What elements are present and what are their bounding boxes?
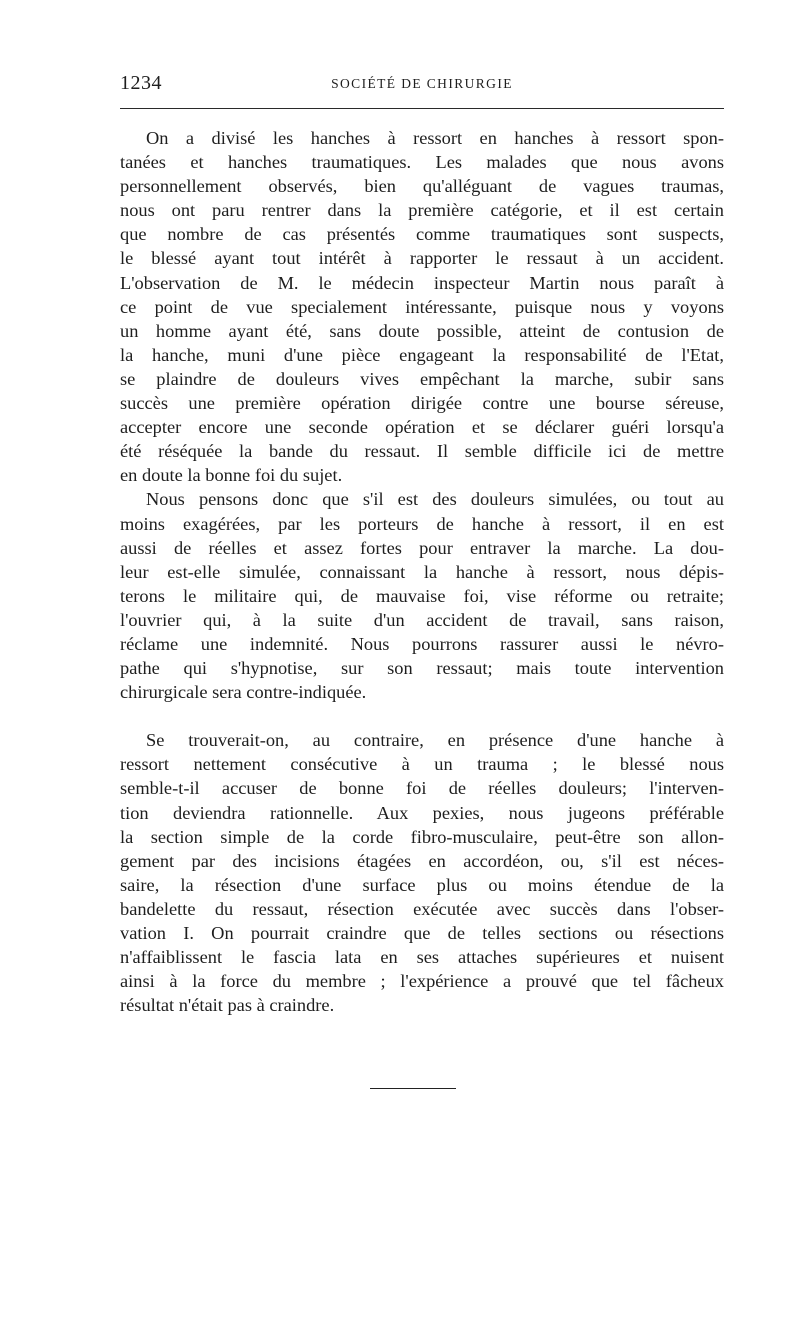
text-line: n'affaiblissent le fascia lata en ses attaches supérieures et nuisent	[120, 947, 724, 968]
text-line: terons le militaire qui, de mauvaise foi, vise réforme ou retraite;	[120, 585, 724, 606]
text-line: été réséquée la bande du ressaut. Il semble difficile ici de mettre	[120, 441, 724, 462]
text-line: que nombre de cas présentés comme traumatiques sont suspects,	[120, 224, 724, 245]
paragraph-spacer	[120, 704, 724, 728]
text-line: la section simple de la corde fibro-musculaire, peut-être son allon-	[120, 826, 724, 847]
text-line: Se trouverait-on, au contraire, en présence d'une hanche à	[146, 730, 724, 751]
page-number: 1234	[120, 72, 162, 94]
text-line: ainsi à la force du membre ; l'expérience a prouvé que tel fâcheux	[120, 971, 724, 992]
text-line: se plaindre de douleurs vives empêchant la marche, subir sans	[120, 368, 724, 389]
text-line: leur est-elle simulée, connaissant la hanche à ressort, nous dépis-	[120, 561, 724, 582]
text-line: Nous pensons donc que s'il est des douleurs simulées, ou tout au	[146, 489, 724, 510]
text-line: L'observation de M. le médecin inspecteur Martin nous paraît à	[120, 272, 724, 293]
text-line: ressort nettement consécutive à un trauma ; le blessé nous	[120, 754, 724, 775]
text-line: vation I. On pourrait craindre que de telles sections ou résections	[120, 923, 724, 943]
running-head	[120, 70, 724, 100]
paragraph-2	[120, 487, 724, 704]
text-line: succès une première opération dirigée contre une bourse séreuse,	[120, 393, 724, 414]
text-line: pathe qui s'hypnotise, sur son ressaut; mais toute intervention	[120, 658, 724, 679]
text-line: ce point de vue specialement intéressante, puisque nous y voyons	[120, 296, 724, 317]
text-line: aussi de réelles et assez fortes pour entraver la marche. La dou-	[120, 537, 724, 558]
text-line: la hanche, muni d'une pièce engageant la responsabilité de l'Etat,	[120, 344, 724, 365]
text-line: un homme ayant été, sans doute possible, atteint de contusion de	[120, 320, 724, 341]
text-line: l'ouvrier qui, à la suite d'un accident de travail, sans raison,	[120, 609, 724, 630]
text-line: On a divisé les hanches à ressort en hanches à ressort spon-	[146, 128, 724, 148]
header-rule	[120, 108, 724, 109]
paragraph-1	[120, 126, 724, 487]
body-text	[120, 126, 724, 1017]
text-line: réclame une indemnité. Nous pourrons rassurer aussi le névro-	[120, 633, 724, 654]
text-line: le blessé ayant tout intérêt à rapporter le ressaut à un accident.	[120, 248, 724, 269]
text-line: résultat n'était pas à craindre.	[120, 995, 335, 1016]
text-line: tion deviendra rationnelle. Aux pexies, nous jugeons préférable	[120, 802, 724, 823]
text-line: accepter encore une seconde opération et se déclarer guéri lorsqu'a	[120, 417, 724, 438]
text-line: tanées et hanches traumatiques. Les malades que nous avons	[120, 152, 724, 173]
paragraph-3	[120, 728, 724, 1017]
text-line: bandelette du ressaut, résection exécutée avec succès dans l'obser-	[120, 898, 724, 919]
text-line: semble-t-il accuser de bonne foi de réelles douleurs; l'interven-	[120, 778, 724, 799]
section-end-rule	[370, 1088, 456, 1089]
text-line: gement par des incisions étagées en accordéon, ou, s'il est néces-	[120, 850, 724, 871]
running-title: SOCIÉTÉ DE CHIRURGIE	[331, 76, 513, 91]
text-line: moins exagérées, par les porteurs de hanche à ressort, il en est	[120, 513, 724, 534]
text-line: en doute la bonne foi du sujet.	[120, 465, 343, 486]
text-line: saire, la résection d'une surface plus ou moins étendue de la	[120, 874, 724, 895]
text-line: personnellement observés, bien qu'alléguant de vagues traumas,	[120, 176, 724, 197]
text-line: nous ont paru rentrer dans la première catégorie, et il est certain	[120, 200, 724, 221]
text-line: chirurgicale sera contre-indiquée.	[120, 682, 367, 703]
